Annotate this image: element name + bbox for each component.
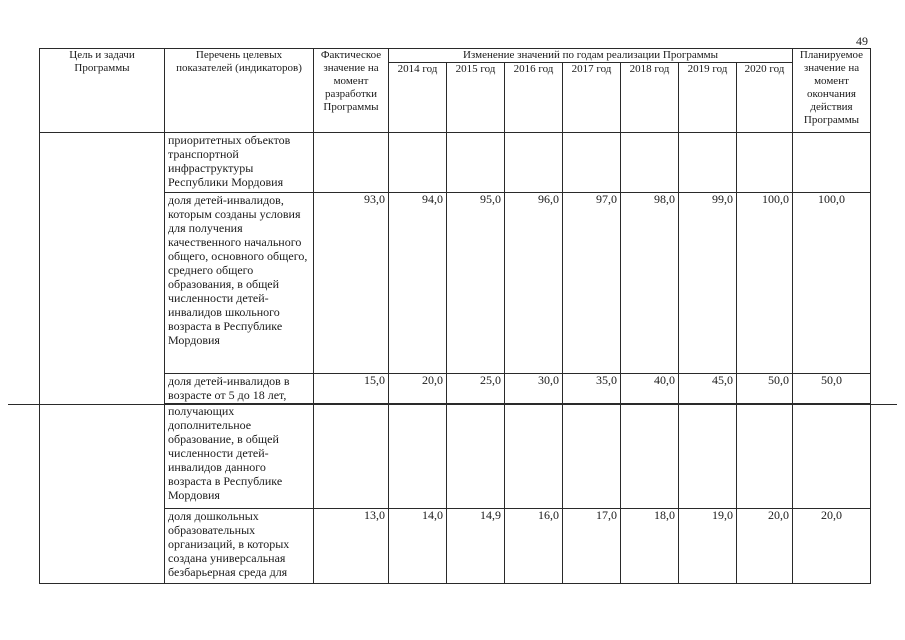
year-value: 99,0 [679,193,737,374]
header-indicators: Перечень целевых показателей (индикаторов) [165,49,314,133]
year-value: 100,0 [737,193,793,374]
year-value [621,404,679,509]
goal-cell [40,133,165,584]
year-value: 14,9 [447,509,505,584]
year-value [679,133,737,193]
indicator-cell: доля детей-инвалидов, которым созданы условия для получения качественного начального общего, основного общего, среднего общего образования, в общей численности детей-инвалидов школьного возраста в Республике Мордовия [165,193,314,374]
header-year: 2015 год [447,63,505,133]
indicator-cell: доля детей-инвалидов в возрасте от 5 до 18 лет, [165,374,314,404]
actual-value: 15,0 [314,374,389,404]
year-value: 95,0 [447,193,505,374]
year-value [737,133,793,193]
indicator-cell: доля дошкольных образовательных организаций, в которых создана универсальная безбарьерная среда для [165,509,314,584]
header-year: 2014 год [389,63,447,133]
year-value: 35,0 [563,374,621,404]
header-year: 2020 год [737,63,793,133]
header-year: 2019 год [679,63,737,133]
actual-value [314,133,389,193]
year-value: 25,0 [447,374,505,404]
year-value [621,133,679,193]
year-value: 97,0 [563,193,621,374]
header-year: 2017 год [563,63,621,133]
year-value: 50,0 [737,374,793,404]
year-value: 96,0 [505,193,563,374]
year-value: 14,0 [389,509,447,584]
header-planned: Планируемое значение на момент окончания действия Программы [793,49,871,133]
actual-value: 93,0 [314,193,389,374]
year-value: 19,0 [679,509,737,584]
year-value: 18,0 [621,509,679,584]
planned-value: 100,0 [793,193,871,374]
year-value [505,133,563,193]
header-goal: Цель и задачи Программы [40,49,165,133]
table-row [40,193,871,374]
year-value: 16,0 [505,509,563,584]
planned-value: 20,0 [793,509,871,584]
year-value [447,133,505,193]
year-value: 94,0 [389,193,447,374]
indicators-table [39,48,871,584]
year-value [737,404,793,509]
header-change-group: Изменение значений по годам реализации Программы [389,49,793,63]
year-value: 98,0 [621,193,679,374]
year-value: 20,0 [389,374,447,404]
year-value: 30,0 [505,374,563,404]
actual-value: 13,0 [314,509,389,584]
table-row [40,509,871,584]
indicator-cell: приоритетных объектов транспортной инфраструктуры Республики Мордовия [165,133,314,193]
planned-value [793,404,871,509]
year-value [563,133,621,193]
year-value [389,404,447,509]
actual-value [314,404,389,509]
table-row [40,404,871,509]
year-value [679,404,737,509]
year-value: 17,0 [563,509,621,584]
indicator-cell: получающих дополнительное образование, в общей численности детей-инвалидов данного возраста в Республике Мордовия [165,404,314,509]
year-value: 20,0 [737,509,793,584]
year-value [389,133,447,193]
year-value: 40,0 [621,374,679,404]
table-row [40,133,871,193]
year-value: 45,0 [679,374,737,404]
table-row [40,374,871,404]
page-number: 49 [856,34,868,48]
header-actual: Фактическое значение на момент разработки Программы [314,49,389,133]
header-year: 2016 год [505,63,563,133]
year-value [447,404,505,509]
planned-value [793,133,871,193]
header-year: 2018 год [621,63,679,133]
planned-value: 50,0 [793,374,871,404]
year-value [563,404,621,509]
year-value [505,404,563,509]
